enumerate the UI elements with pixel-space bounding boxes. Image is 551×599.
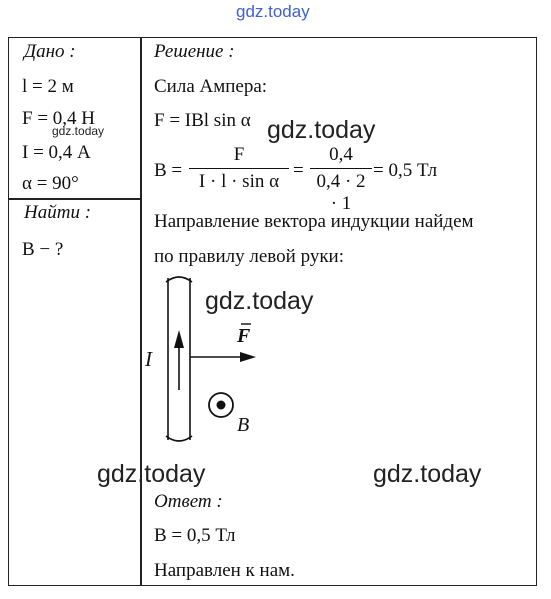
field-label: B — [237, 414, 250, 436]
current-arrow-head — [174, 330, 184, 348]
equals-sign: = — [293, 160, 304, 181]
conductor-bottom-edge — [166, 436, 192, 441]
fraction-symbolic-denominator: I · l · sin α — [198, 171, 280, 192]
given-current: I = 0,4 А — [22, 142, 91, 163]
direction-text-line1: Направление вектора индукции найдем — [154, 211, 474, 232]
given-length: l = 2 м — [22, 76, 74, 97]
given-angle: α = 90° — [22, 173, 79, 194]
watermark-top: gdz.today — [236, 2, 310, 21]
watermark-middle-2: gdz.today — [205, 287, 314, 315]
field-dot — [217, 401, 226, 410]
ampere-formula: F = IBl sin α — [154, 110, 251, 131]
answer-direction: Направлен к нам. — [154, 560, 295, 581]
force-label: F — [237, 325, 251, 347]
fraction-numeric-numerator: 0,4 — [329, 144, 353, 165]
b-result: = 0,5 Тл — [373, 160, 438, 181]
conductor-top-edge — [166, 277, 192, 282]
fraction-symbolic-numerator: F — [233, 144, 245, 165]
solution-header: Решение : — [154, 41, 235, 62]
force-arrow-head — [240, 352, 256, 362]
ampere-title: Сила Ампера: — [154, 76, 268, 97]
watermark-middle-1: gdz.today — [267, 116, 376, 144]
watermark-given: gdz.today — [52, 124, 105, 138]
watermark-bottom-left: gdz.today — [97, 460, 206, 488]
given-force: F = 0,4 Н — [22, 108, 96, 129]
answer-header: Ответ : — [154, 491, 223, 512]
given-header: Дано : — [24, 41, 76, 62]
find-header: Найти : — [24, 202, 92, 223]
find-b: B − ? — [22, 239, 64, 260]
current-label: I — [145, 347, 152, 371]
direction-text-line2: по правилу левой руки: — [154, 246, 344, 267]
answer-value: B = 0,5 Тл — [154, 525, 236, 546]
fraction-numeric-denominator: 0,4 · 2 · 1 — [316, 171, 366, 214]
watermark-bottom-right: gdz.today — [373, 460, 482, 488]
b-lhs: B = — [154, 160, 183, 181]
